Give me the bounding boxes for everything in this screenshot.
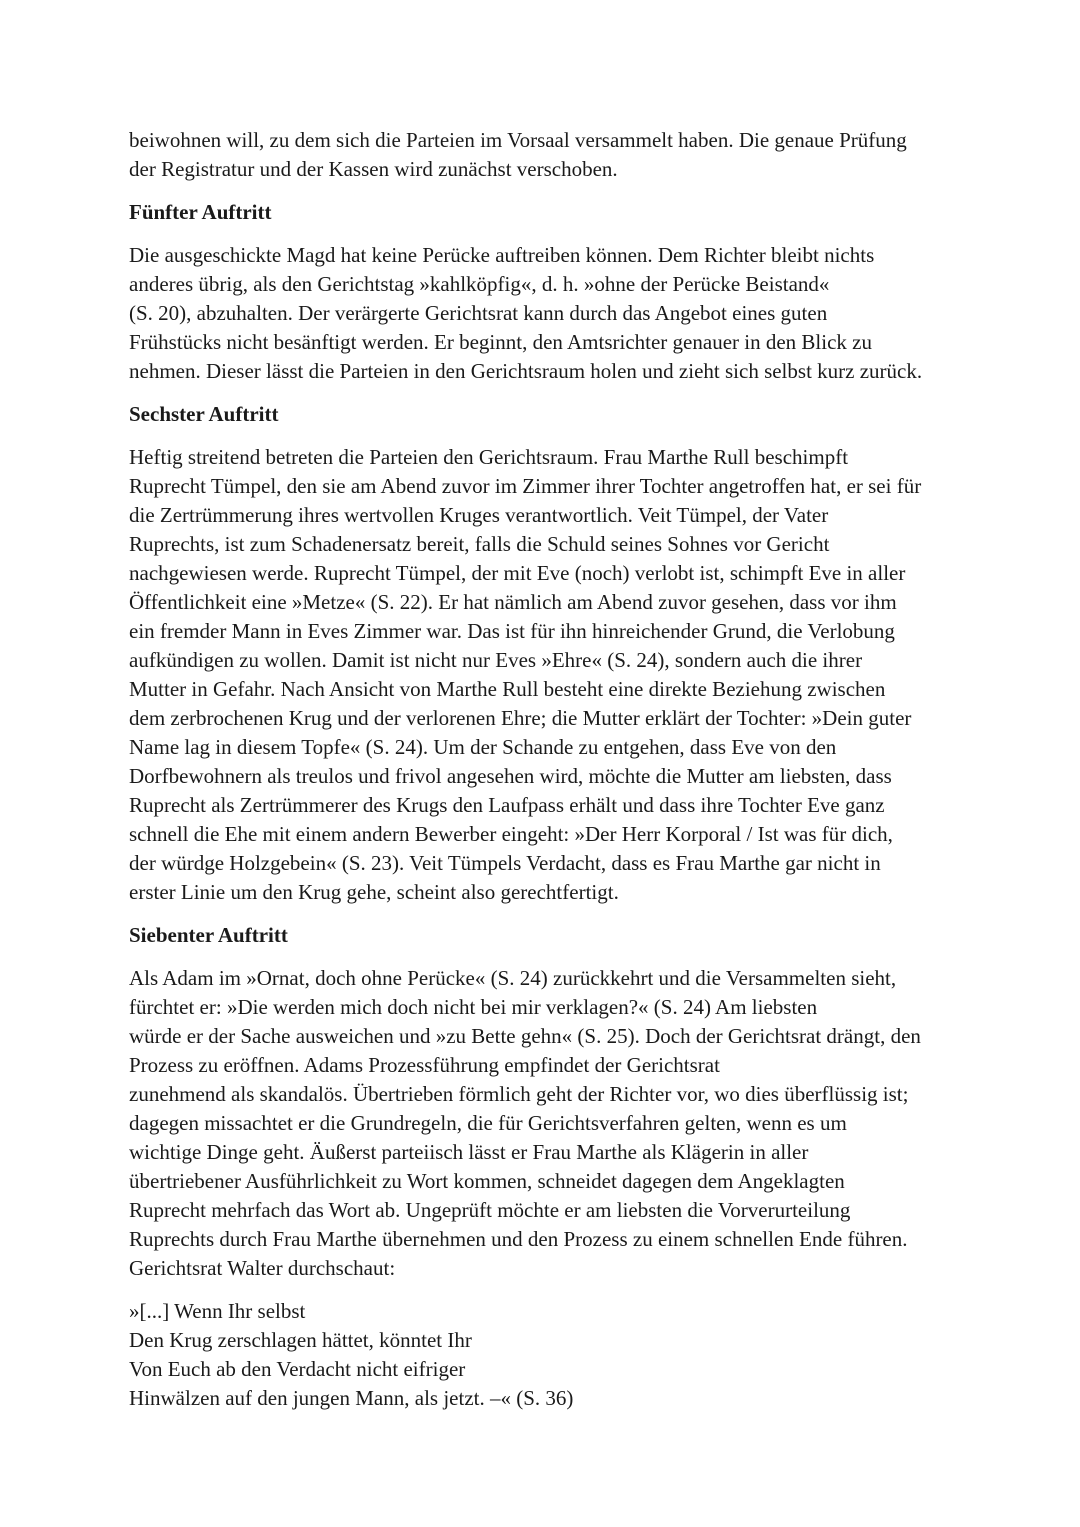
text-line: aufkündigen zu wollen. Damit ist nicht nur Eves »Ehre« (S. 24), sondern auch die ihrer [129,648,863,672]
section-heading-fuenfter-auftritt: Fünfter Auftritt [129,200,272,224]
text-line: Dorfbewohnern als treulos und frivol angesehen wird, möchte die Mutter am liebsten, dass [129,764,892,788]
text-line: Name lag in diesem Topfe« (S. 24). Um der Schande zu entgehen, dass Eve von den [129,735,837,759]
text-line: beiwohnen will, zu dem sich die Parteien im Vorsaal versammelt haben. Die genaue Prüfung [129,128,907,152]
text-line: Öffentlichkeit eine »Metze« (S. 22). Er hat nämlich am Abend zuvor gesehen, dass vor ihm [129,590,897,614]
text-line: nehmen. Dieser lässt die Parteien in den Gerichtsraum holen und zieht sich selbst kurz zurück. [129,359,923,383]
text-line: Heftig streitend betreten die Parteien den Gerichtsraum. Frau Marthe Rull beschimpft [129,445,849,469]
text-line: übertriebener Ausführlichkeit zu Wort kommen, schneidet dagegen dem Angeklagten [129,1169,845,1193]
text-line: zunehmend als skandalös. Übertrieben förmlich geht der Richter vor, wo dies überflüssig ist; [129,1082,909,1106]
text-line: die Zertrümmerung ihres wertvollen Kruges verantwortlich. Veit Tümpel, der Vater [129,503,829,527]
text-line: (S. 20), abzuhalten. Der verärgerte Gerichtsrat kann durch das Angebot eines guten [129,301,828,325]
text-line: dagegen missachtet er die Grundregeln, die für Gerichtsverfahren gelten, wenn es um [129,1111,847,1135]
text-line: Mutter in Gefahr. Nach Ansicht von Marthe Rull besteht eine direkte Beziehung zwischen [129,677,886,701]
text-line: Ruprecht mehrfach das Wort ab. Ungeprüft möchte er am liebsten die Vorverurteilung [129,1198,851,1222]
text-line: der würdge Holzgebein« (S. 23). Veit Tümpels Verdacht, dass es Frau Marthe gar nicht in [129,851,881,875]
text-line: Ruprechts, ist zum Schadenersatz bereit, falls die Schuld seines Sohnes vor Gericht [129,532,830,556]
text-line: der Registratur und der Kassen wird zunächst verschoben. [129,157,618,181]
text-line: Prozess zu eröffnen. Adams Prozessführung empfindet der Gerichtsrat [129,1053,720,1077]
text-line: nachgewiesen werde. Ruprecht Tümpel, der mit Eve (noch) verlobt ist, schimpft Eve in aller [129,561,906,585]
quote-line: »[...] Wenn Ihr selbst [129,1299,306,1323]
quote-line: Von Euch ab den Verdacht nicht eifriger [129,1357,466,1381]
text-line: Ruprecht als Zertrümmerer des Krugs den Laufpass erhält und dass ihre Tochter Eve ganz [129,793,885,817]
text-line: ein fremder Mann in Eves Zimmer war. Das ist für ihn hinreichender Grund, die Verlobung [129,619,895,643]
section-heading-siebenter-auftritt: Siebenter Auftritt [129,923,288,947]
text-line: Gerichtsrat Walter durchschaut: [129,1256,396,1280]
text-line: schnell die Ehe mit einem andern Bewerber eingeht: »Der Herr Korporal / Ist was für dich, [129,822,893,846]
section-body-fuenfter-auftritt [129,241,959,386]
text-line: Frühstücks nicht besänftigt werden. Er beginnt, den Amtsrichter genauer in den Blick zu [129,330,872,354]
text-line: dem zerbrochenen Krug und der verlorenen Ehre; die Mutter erklärt der Tochter: »Dein guter [129,706,912,730]
intro-paragraph [129,126,959,184]
quote-line: Hinwälzen auf den jungen Mann, als jetzt. –« (S. 36) [129,1386,574,1410]
text-line: erster Linie um den Krug gehe, scheint also gerechtfertigt. [129,880,619,904]
text-line: würde er der Sache ausweichen und »zu Bette gehn« (S. 25). Doch der Gerichtsrat drängt, den [129,1024,921,1048]
text-line: Die ausgeschickte Magd hat keine Perücke auftreiben können. Dem Richter bleibt nichts [129,243,875,267]
block-quote [129,1297,959,1413]
text-line: wichtige Dinge geht. Äußerst parteiisch lässt er Frau Marthe als Klägerin in aller [129,1140,809,1164]
text-line: Als Adam im »Ornat, doch ohne Perücke« (S. 24) zurückkehrt und die Versammelten sieht, [129,966,897,990]
text-line: Ruprechts durch Frau Marthe übernehmen und den Prozess zu einem schnellen Ende führen. [129,1227,908,1251]
text-line: anderes übrig, als den Gerichtstag »kahlköpfig«, d. h. »ohne der Perücke Beistand« [129,272,830,296]
section-body-sechster-auftritt [129,443,959,907]
quote-line: Den Krug zerschlagen hättet, könntet Ihr [129,1328,472,1352]
document-page [129,126,959,1427]
section-body-siebenter-auftritt [129,964,959,1283]
text-line: Ruprecht Tümpel, den sie am Abend zuvor im Zimmer ihrer Tochter angetroffen hat, er sei für [129,474,922,498]
text-line: fürchtet er: »Die werden mich doch nicht bei mir verklagen?« (S. 24) Am liebsten [129,995,818,1019]
section-heading-sechster-auftritt: Sechster Auftritt [129,402,279,426]
